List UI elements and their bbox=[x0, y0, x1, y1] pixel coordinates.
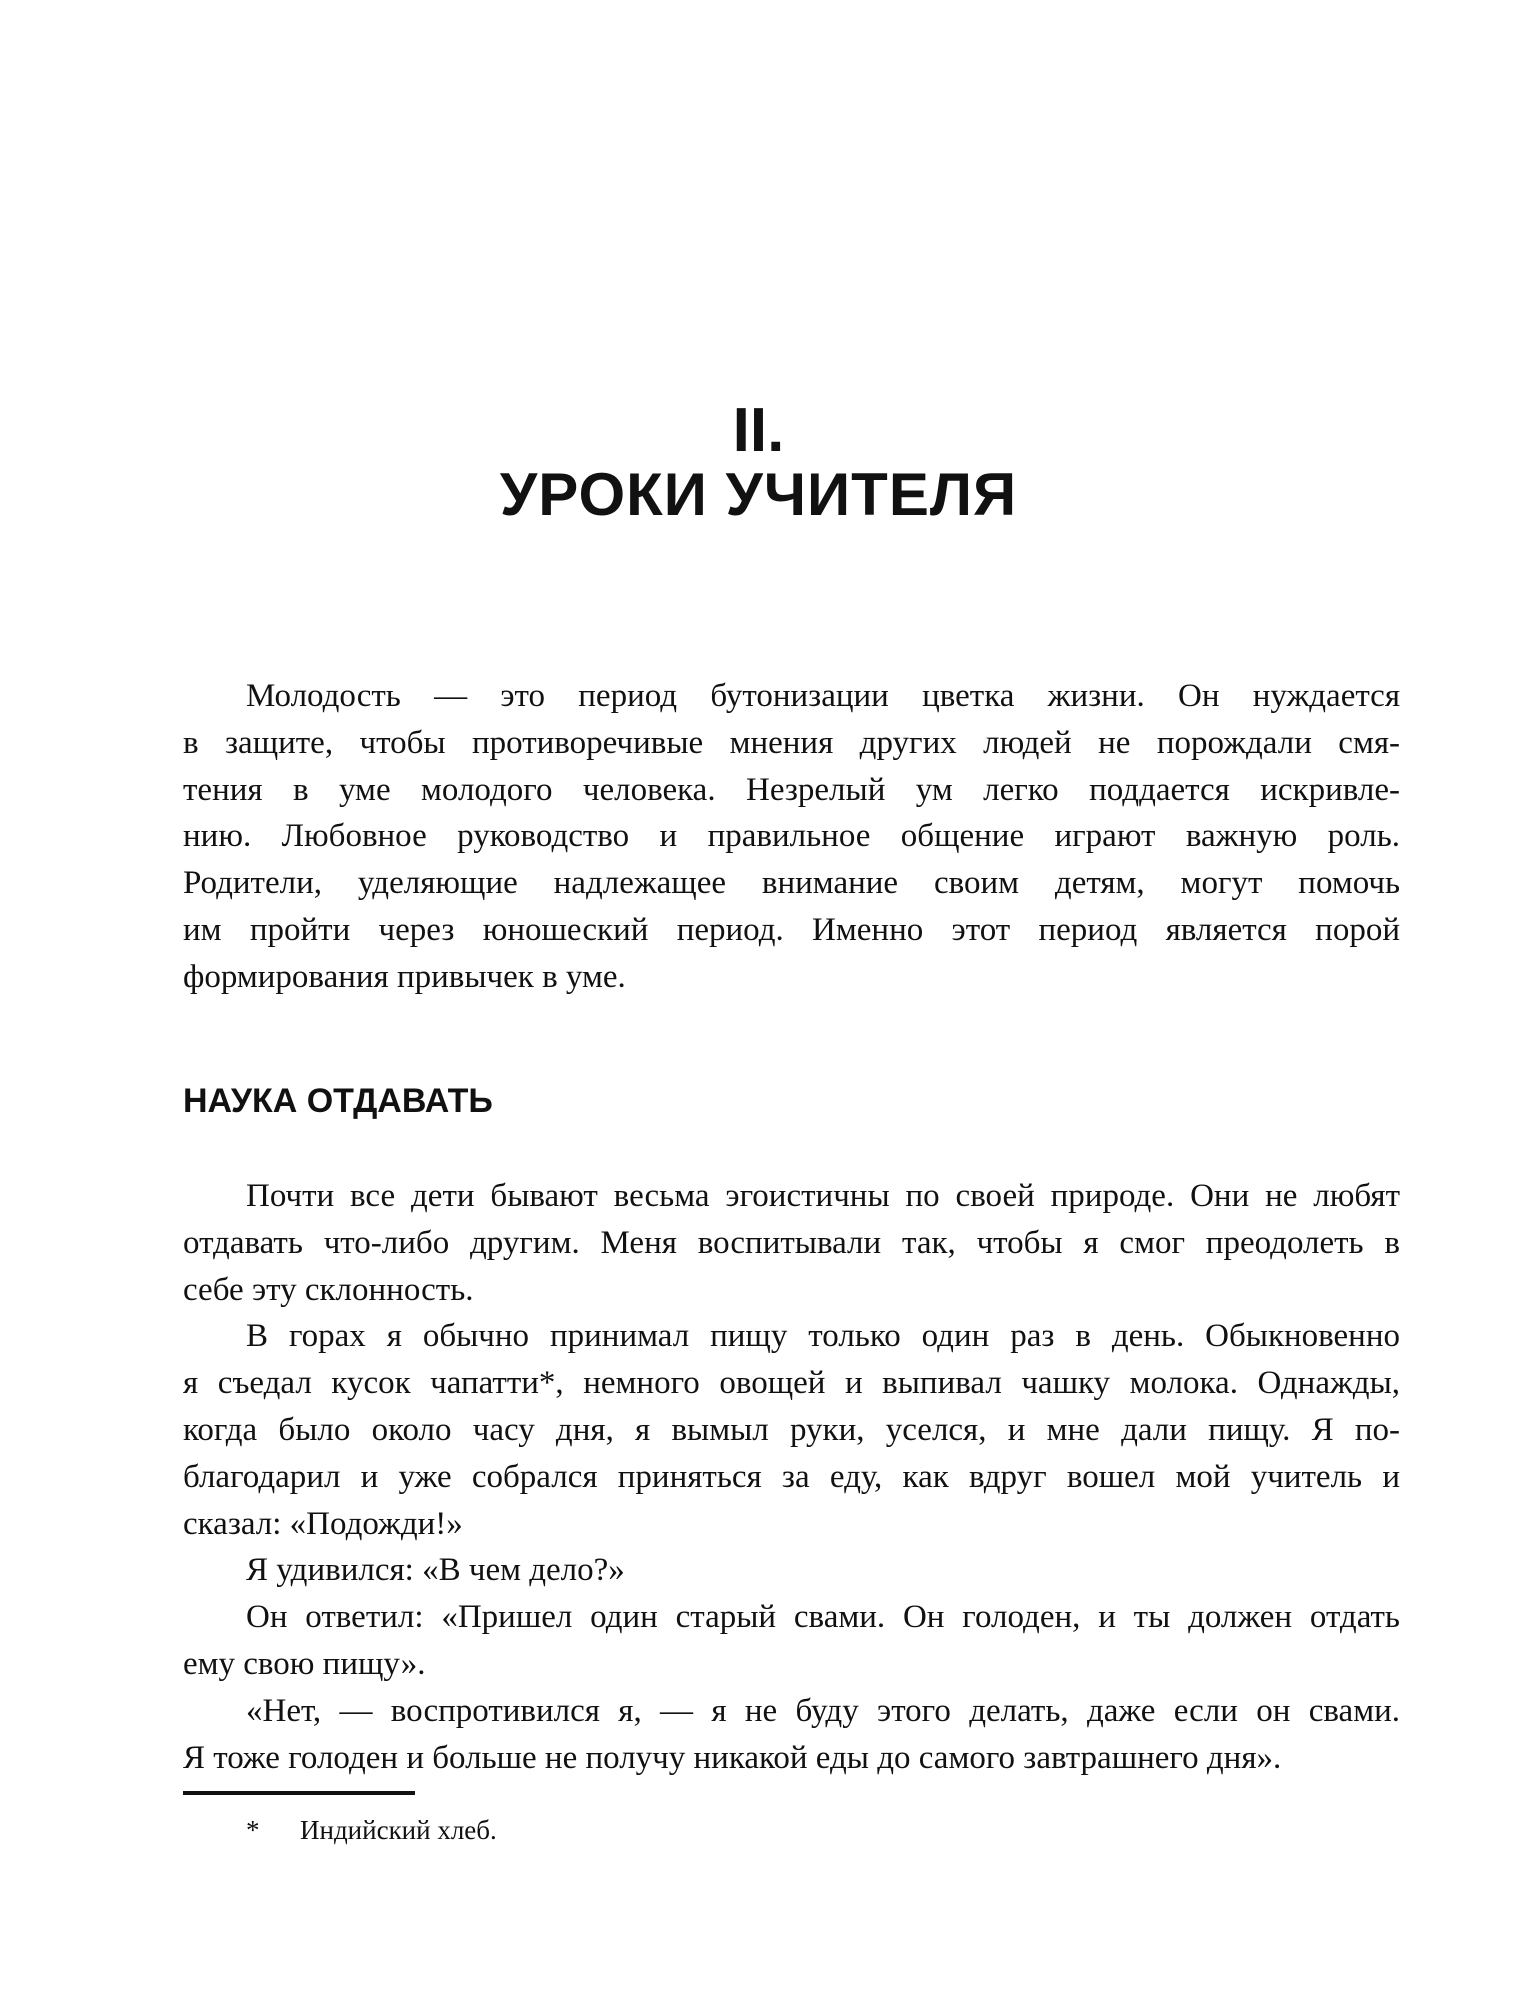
paragraph bbox=[183, 1547, 1400, 1594]
footnote-mark: * bbox=[246, 1815, 260, 1845]
paragraph bbox=[183, 1688, 1400, 1782]
paragraph bbox=[183, 1173, 1400, 1313]
text-line: Почти все дети бывают весьма эгоистичны по своей природе. Они не любят bbox=[246, 1178, 1400, 1214]
text-line: отдавать что-либо другим. Меня воспитывали так, чтобы я смог преодолеть в bbox=[183, 1224, 1400, 1261]
text-line: формирования привычек в уме. bbox=[183, 958, 626, 995]
text-line: Я тоже голоден и больше не получу никакой еды до самого завтрашнего дня». bbox=[183, 1739, 1282, 1776]
text-line: ему свою пищу». bbox=[183, 1645, 426, 1682]
chapter-number: II. bbox=[732, 396, 785, 465]
text-line: благодарил и уже собрался приняться за еду, как вдруг вошел мой учитель и bbox=[183, 1458, 1400, 1495]
text-line: я съедал кусок чапатти*, немного овощей и выпивал чашку молока. Однажды, bbox=[183, 1365, 1400, 1402]
text-line: В горах я обычно принимал пищу только один раз в день. Обыкновенно bbox=[246, 1318, 1400, 1355]
text-line: Родители, уделяющие надлежащее внимание своим детям, могут помочь bbox=[183, 865, 1400, 902]
text-line: нию. Любовное руководство и правильное общение играют важную роль. bbox=[183, 818, 1400, 855]
text-line: Я удивился: «В чем дело?» bbox=[246, 1552, 625, 1589]
paragraph bbox=[183, 1313, 1400, 1547]
intro-text bbox=[183, 673, 1400, 1001]
text-line: им пройти через юношеский период. Именно этот период является порой bbox=[183, 911, 1400, 948]
text-line: Молодость — это период бутонизации цветка жизни. Он нуждается bbox=[246, 678, 1400, 714]
text-line: Он ответил: «Пришел один старый свами. Он голоден, и ты должен отдать bbox=[246, 1599, 1400, 1636]
paragraph bbox=[183, 1594, 1400, 1688]
chapter-title: УРОКИ УЧИТЕЛЯ bbox=[499, 461, 1018, 528]
footnote bbox=[246, 1812, 497, 1848]
paragraph bbox=[183, 673, 1400, 1001]
text-line: сказал: «Подожди!» bbox=[183, 1505, 463, 1542]
text-line: «Нет, — воспротивился я, — я не буду этого делать, даже если он свами. bbox=[246, 1692, 1400, 1729]
text-line: себе эту склонность. bbox=[183, 1271, 474, 1308]
text-line: в защите, чтобы противоречивые мнения других людей не порождали смя- bbox=[183, 724, 1400, 761]
section-text bbox=[183, 1173, 1400, 1781]
text-line: когда было около часу дня, я вымыл руки, уселся, и мне дали пищу. Я по- bbox=[183, 1411, 1400, 1448]
section-heading: НАУКА ОТДАВАТЬ bbox=[183, 1082, 493, 1120]
footnote-text: Индийский хлеб. bbox=[300, 1815, 497, 1845]
text-line: тения в уме молодого человека. Незрелый ум легко поддается искривле- bbox=[183, 771, 1400, 808]
footnote-divider bbox=[183, 1791, 415, 1795]
